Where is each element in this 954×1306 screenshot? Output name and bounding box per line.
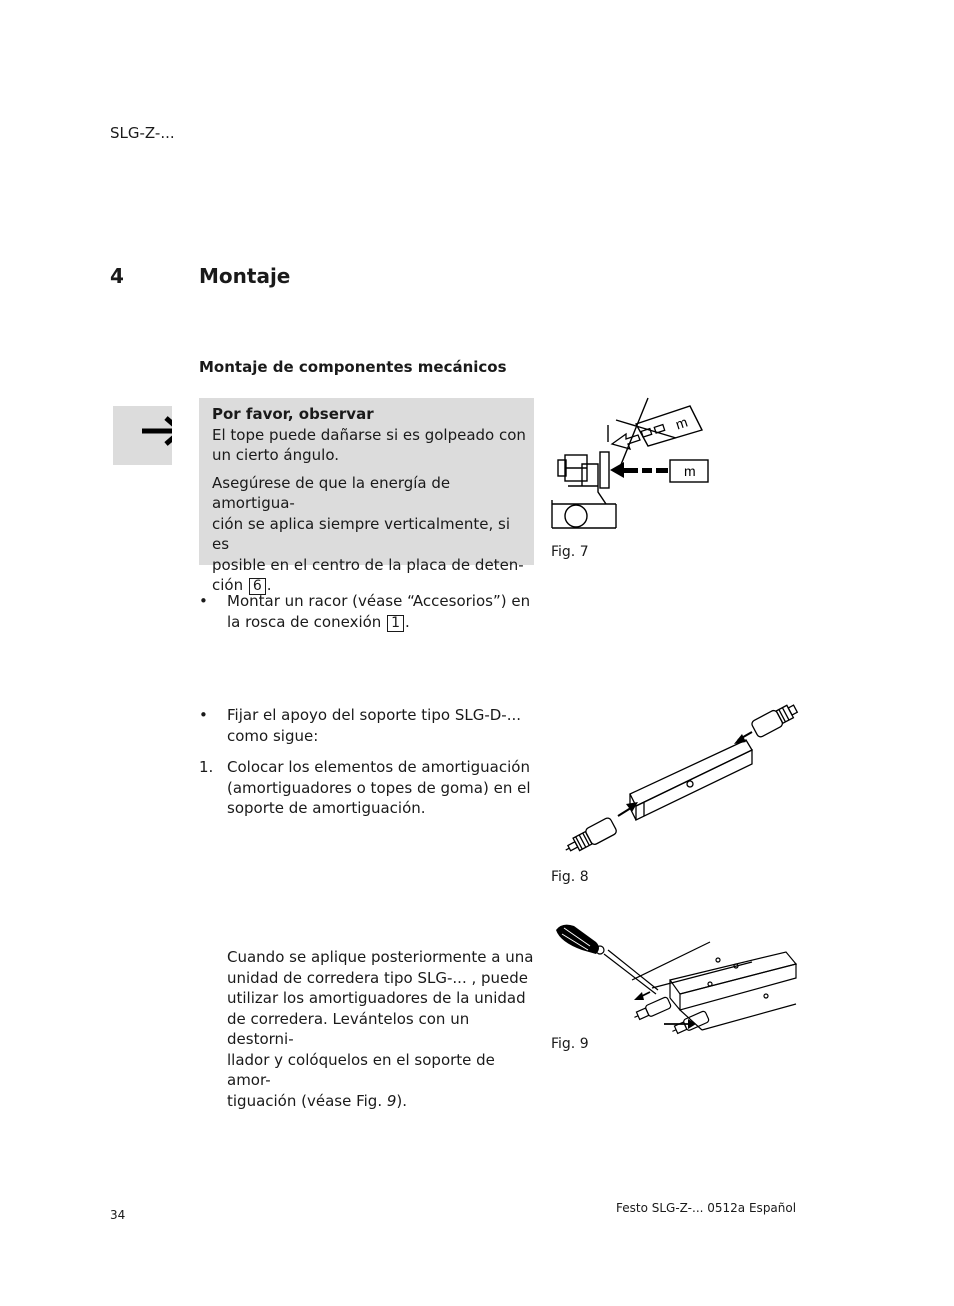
step-number: 1. [199, 758, 214, 776]
item-line: (amortiguadores o topes de goma) en el [227, 778, 531, 797]
figure-caption: Fig. 7 [551, 544, 589, 560]
reference-box: 1 [387, 615, 404, 632]
para-line: Cuando se aplique posteriormente a una [227, 948, 534, 966]
note-icon-box [113, 406, 172, 465]
para-line: llador y colóquelos en el soporte de amor- [227, 1050, 495, 1089]
figure-7-drawing [548, 392, 718, 534]
mass-label: m [684, 463, 696, 479]
reference-box: 6 [249, 578, 266, 595]
item-line: Fijar el apoyo del soporte tipo SLG-D-... [227, 706, 521, 724]
note-box [199, 398, 534, 594]
item-line: Montar un racor (véase “Accesorios”) en [227, 592, 531, 610]
figure-caption: Fig. 9 [551, 1036, 589, 1052]
item-line: soporte de amortiguación. [227, 799, 426, 817]
para-line: tiguación (véase Fig. 9). [227, 1091, 408, 1110]
body-paragraph [227, 947, 537, 1111]
subheading: Montaje de componentes mecánicos [199, 358, 507, 376]
section-number: 4 [110, 264, 124, 288]
footer-document: Festo SLG-Z-... 0512a Español [616, 1201, 797, 1215]
note-line: ción 6 . [212, 576, 272, 594]
note-line: posible en el centro de la placa de deten- [212, 555, 524, 574]
bullet: • [199, 592, 208, 610]
note-line: Asegúrese de que la energía de amortigua- [212, 473, 451, 512]
figure-9-drawing [552, 920, 800, 1046]
note-title: Por favor, observar [212, 405, 374, 423]
mass-label: m [673, 413, 690, 433]
header-product: SLG-Z-... [110, 124, 175, 142]
para-line: unidad de corredera tipo SLG-... , puede [227, 968, 529, 987]
note-line: El tope puede dañarse si es golpeado con [212, 425, 526, 444]
item-line: Colocar los elementos de amortiguación [227, 758, 530, 776]
figure-caption: Fig. 8 [551, 869, 589, 885]
note-line: un cierto ángulo. [212, 446, 339, 464]
bullet: • [199, 706, 208, 724]
arrow-right-icon [113, 406, 172, 465]
section-title: Montaje [199, 264, 291, 288]
para-line: de corredera. Levántelos con un destorni- [227, 1009, 470, 1048]
page-number: 34 [110, 1208, 126, 1222]
item-line: como sigue: [227, 726, 319, 745]
para-line: utilizar los amortiguadores de la unidad [227, 989, 526, 1007]
item-line: la rosca de conexión 1 . [227, 612, 410, 631]
figure-8-drawing [560, 702, 800, 858]
note-line: ción se aplica siempre verticalmente, si es [212, 514, 511, 553]
